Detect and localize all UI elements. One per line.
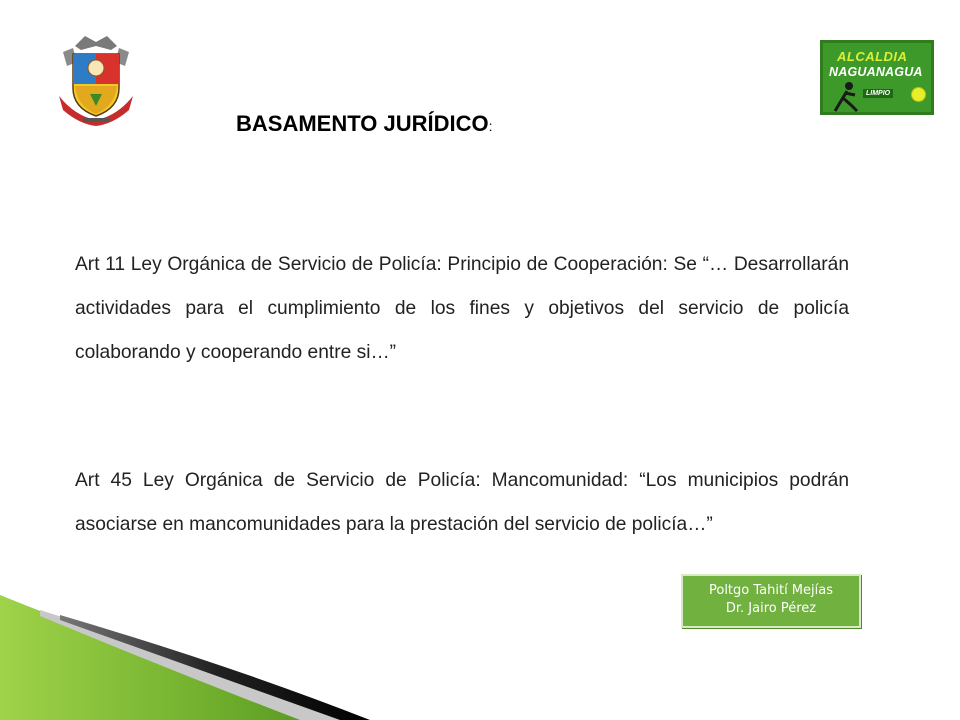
alcaldia-logo-line2: NAGUANAGUA <box>829 65 923 79</box>
slide-title <box>236 111 493 137</box>
paragraph-art-45: Art 45 Ley Orgánica de Servicio de Policía: Mancomunidad: “Los municipios podrán asociarse en mancomunidades para la prestación del servicio de policía…” <box>75 470 849 535</box>
alcaldia-naguanagua-logo <box>820 40 934 115</box>
running-figure-icon <box>831 81 861 113</box>
slide-title-text: BASAMENTO JURÍDICO <box>236 111 489 136</box>
credits-line-2: Dr. Jairo Pérez <box>725 601 817 616</box>
slide-title-colon: : <box>488 118 493 134</box>
decorative-swoosh <box>0 570 960 720</box>
alcaldia-logo-line1: ALCALDIA <box>837 49 908 64</box>
ball-icon <box>911 87 926 102</box>
coat-of-arms-logo <box>55 32 137 128</box>
paragraph-art-11: Art 11 Ley Orgánica de Servicio de Policía: Principio de Cooperación: Se “… Desarrollarán actividades para el cumplimiento de los fines y objetivos del servicio de policía colaborando y cooperando entre si…” <box>75 254 849 363</box>
credits-line-1: Poltgo Tahití Mejías <box>708 583 833 598</box>
alcaldia-logo-line3: LIMPIO <box>863 89 893 98</box>
